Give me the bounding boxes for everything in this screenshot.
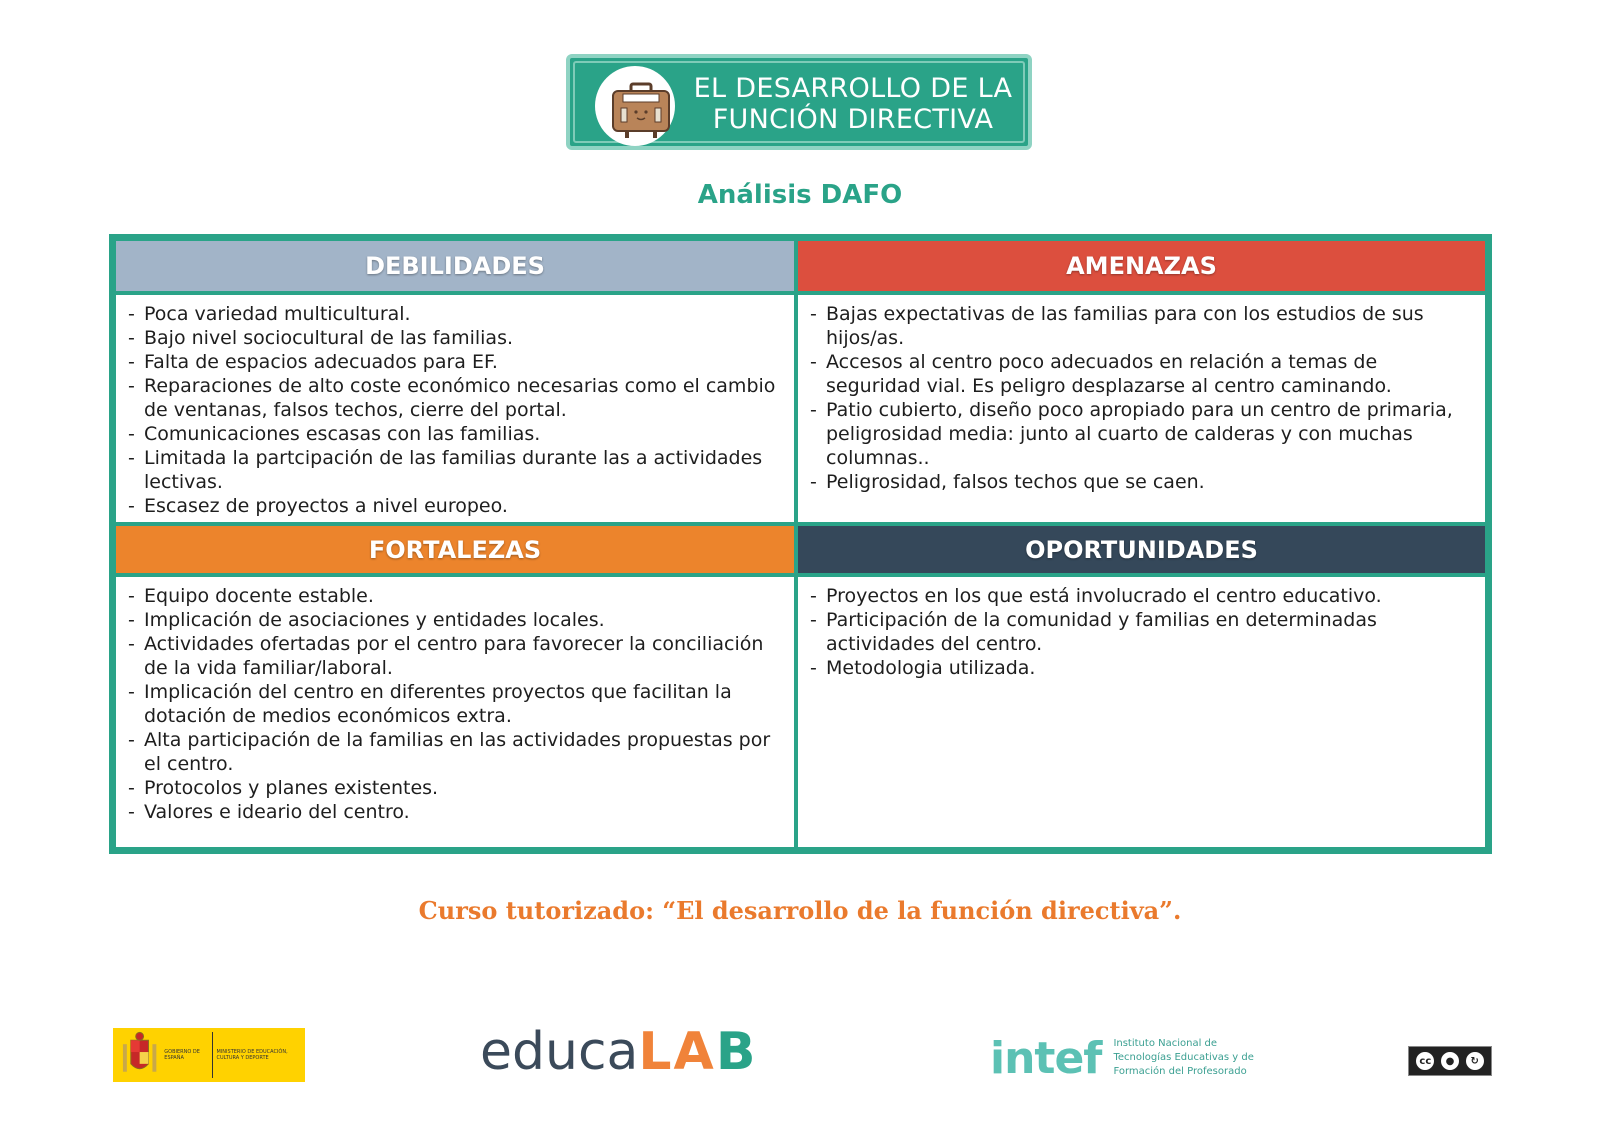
banner-title-line1: EL DESARROLLO DE LA <box>693 73 1013 104</box>
intef-logo <box>990 1030 1273 1086</box>
educalab-part2: LA <box>638 1022 716 1082</box>
list-item: - Actividades ofertadas por el centro para favorecer la conciliación de la vida familiar/laboral. <box>126 632 784 680</box>
sa-icon: ↻ <box>1464 1050 1486 1072</box>
list-item: - Implicación de asociaciones y entidades locales. <box>126 608 784 632</box>
amenazas-list <box>808 302 1475 494</box>
debilidades-list <box>126 302 784 518</box>
list-item: - Escasez de proyectos a nivel europeo. <box>126 494 784 518</box>
list-item: - Patio cubierto, diseño poco apropiado para un centro de primaria, peligrosidad media: junto al cuarto de calderas y con muchas columnas.. <box>808 398 1475 470</box>
list-item: - Accesos al centro poco adecuados en relación a temas de seguridad vial. Es peligro desplazarse al centro caminando. <box>808 350 1475 398</box>
intef-word: intef <box>990 1032 1102 1084</box>
list-item: - Implicación del centro en diferentes proyectos que facilitan la dotación de medios económicos extra. <box>126 680 784 728</box>
course-title: Curso tutorizado: “El desarrollo de la función directiva”. <box>418 896 1182 925</box>
gobierno-logo <box>113 1028 305 1082</box>
amenazas-body <box>796 293 1487 524</box>
list-item: - Metodologia utilizada. <box>808 656 1475 680</box>
coat-of-arms-icon <box>119 1030 160 1080</box>
banner-title <box>693 73 1013 135</box>
debilidades-header: DEBILIDADES <box>114 239 796 293</box>
by-icon: ● <box>1439 1050 1461 1072</box>
fortalezas-body <box>114 575 796 849</box>
list-item: - Reparaciones de alto coste económico necesarias como el cambio de ventanas, falsos techos, cierre del portal. <box>126 374 784 422</box>
list-item: - Bajo nivel sociocultural de las familias. <box>126 326 784 350</box>
title-banner <box>566 54 1032 150</box>
list-item: - Bajas expectativas de las familias para con los estudios de sus hijos/as. <box>808 302 1475 350</box>
amenazas-header: AMENAZAS <box>796 239 1487 293</box>
list-item: - Alta participación de la familias en las actividades propuestas por el centro. <box>126 728 784 776</box>
educalab-logo <box>480 1022 755 1082</box>
list-item: - Falta de espacios adecuados para EF. <box>126 350 784 374</box>
list-item: - Proyectos en los que está involucrado el centro educativo. <box>808 584 1475 608</box>
fortalezas-header: FORTALEZAS <box>114 524 796 575</box>
educalab-part3: B <box>715 1022 756 1082</box>
gov-separator <box>212 1032 213 1078</box>
gov-text: GOBIERNO DE ESPAÑA <box>164 1049 200 1061</box>
list-item: - Peligrosidad, falsos techos que se caen. <box>808 470 1475 494</box>
page-subtitle: Análisis DAFO <box>697 180 903 210</box>
dafo-matrix <box>109 234 1492 854</box>
list-item: - Valores e ideario del centro. <box>126 800 784 824</box>
list-item: - Limitada la partcipación de las familias durante las a actividades lectivas. <box>126 446 784 494</box>
oportunidades-header: OPORTUNIDADES <box>796 524 1487 575</box>
educalab-part1: educa <box>480 1022 639 1082</box>
list-item: - Participación de la comunidad y familias en determinadas actividades del centro. <box>808 608 1475 656</box>
intef-description: Instituto Nacional de Tecnologías Educativas y de Formación del Profesorado <box>1113 1038 1254 1077</box>
list-item: - Comunicaciones escasas con las familias. <box>126 422 784 446</box>
debilidades-body <box>114 293 796 524</box>
fortalezas-list <box>126 584 784 824</box>
briefcase-icon <box>609 82 673 140</box>
banner-title-line2: FUNCIÓN DIRECTIVA <box>712 104 994 135</box>
list-item: - Poca variedad multicultural. <box>126 302 784 326</box>
oportunidades-body <box>796 575 1487 849</box>
banner-icon-circle <box>595 66 675 146</box>
ministry-text: MINISTERIO DE EDUCACIÓN, CULTURA Y DEPORTE <box>216 1049 288 1061</box>
creative-commons-badge <box>1408 1046 1492 1076</box>
oportunidades-list <box>808 584 1475 680</box>
cc-icon: cc <box>1414 1050 1436 1072</box>
title-banner-inner <box>573 61 1025 143</box>
list-item: - Protocolos y planes existentes. <box>126 776 784 800</box>
list-item: - Equipo docente estable. <box>126 584 784 608</box>
